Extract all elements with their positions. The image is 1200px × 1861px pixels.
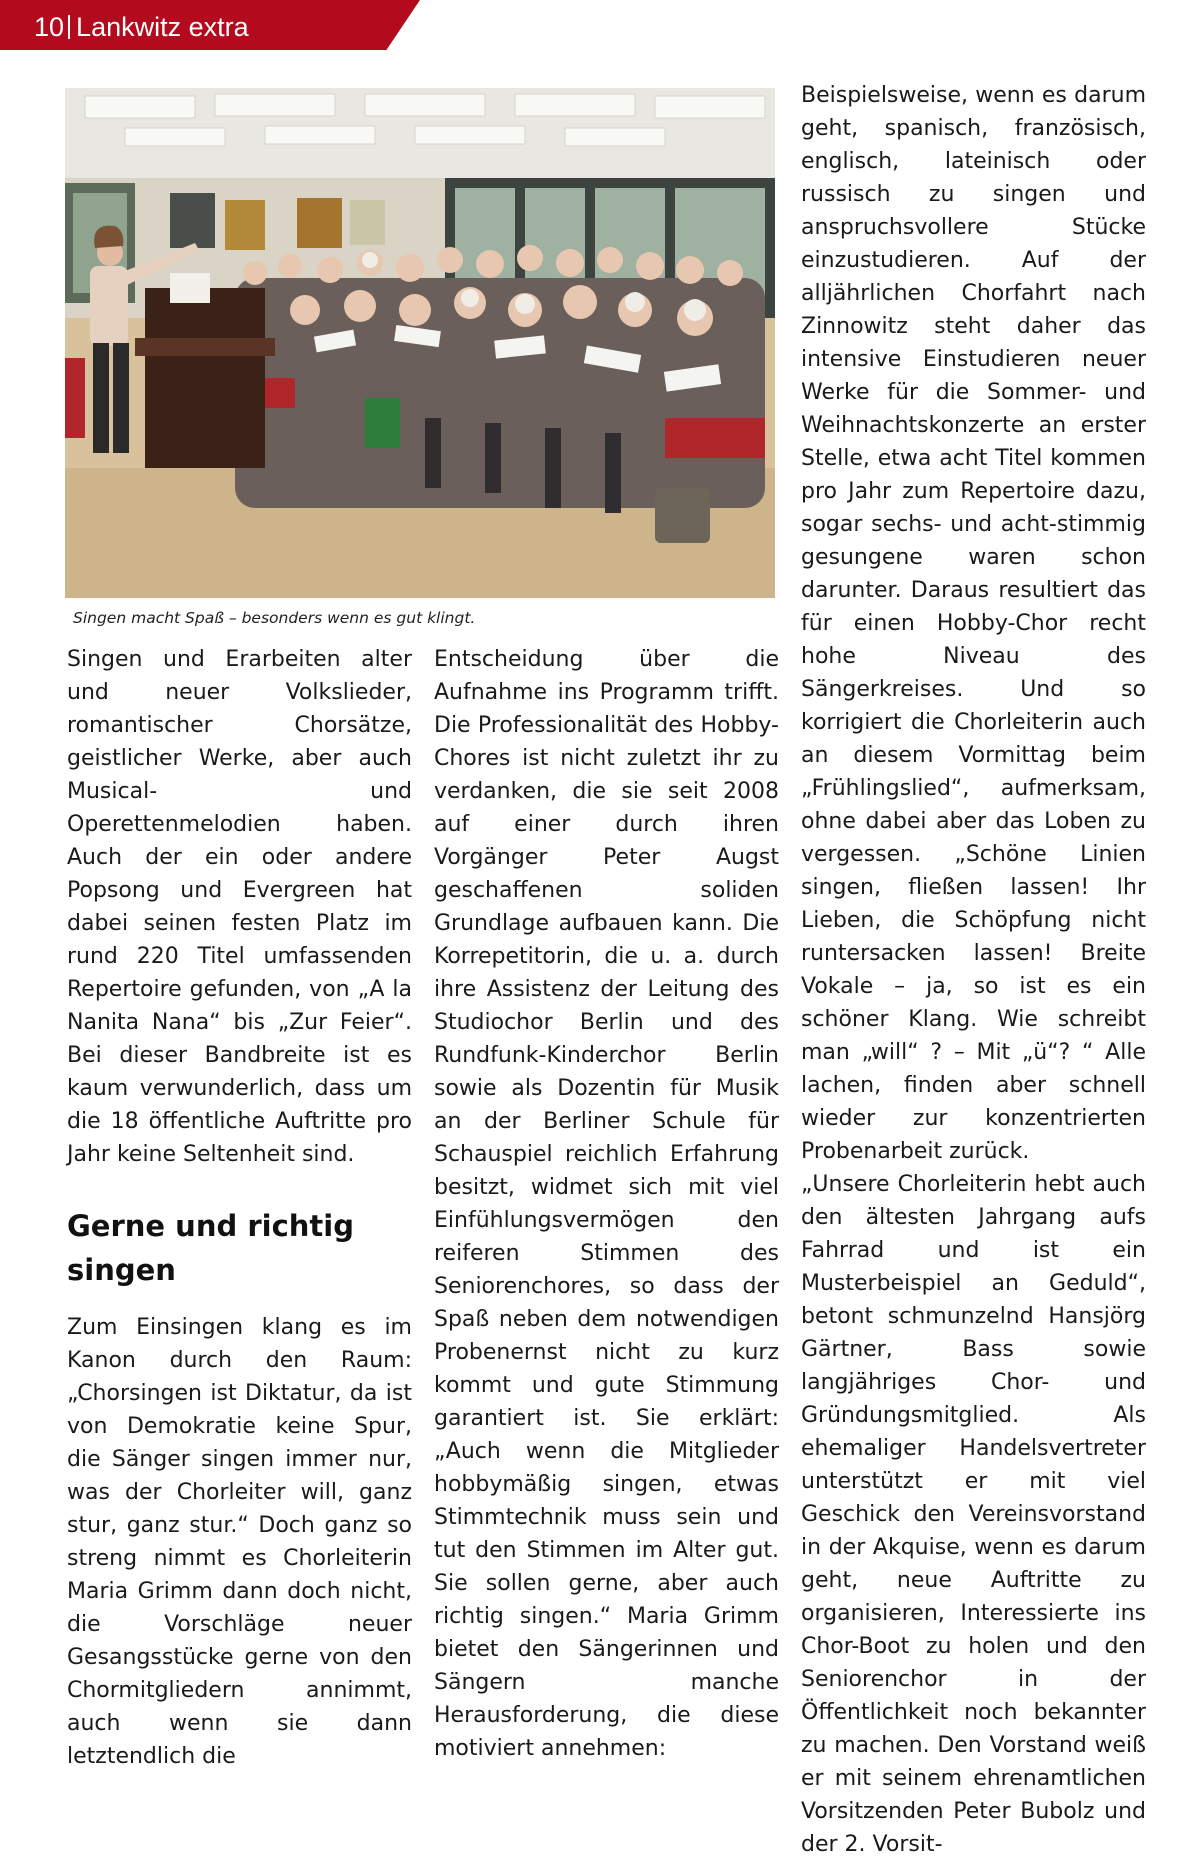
paragraph: Zum Einsingen klang es im Kanon durch den Raum: „Chorsingen ist Diktatur, da ist von Demokratie keine Spur, die Sänger singen immer nur, was der Chorleiter will, ganz stur, ganz stur.“ Doch ganz so streng nimmt es Chorleiterin Maria Grimm dann doch nicht, die Vorschläge neuer Gesangsstücke gerne von den Chormitgliedern annimmt, auch wenn sie dann letztendlich die bbox=[67, 1315, 412, 1769]
article-column-2 bbox=[434, 643, 779, 1765]
paragraph: „Unsere Chorleiterin hebt auch den ältesten Jahrgang aufs Fahrrad und ist ein Musterbeispiel an Geduld“, betont schmunzelnd Hansjörg Gärtner, Bass sowie langjähriges Chor- und Gründungsmitglied. Als ehemaliger Handelsvertreter unterstützt er mit viel Geschick den Vereinsvorstand in der Akquise, wenn es darum geht, neue Auftritte zu organisieren, Interessierte ins Chor-Boot zu holen und den Seniorenchor in der Öffentlichkeit noch bekannter zu machen. Den Vorstand weiß er mit seinem ehrenamtlichen Vorsitzenden Peter Bubolz und der 2. Vorsit- bbox=[801, 1172, 1146, 1857]
section-name: Lankwitz extra bbox=[76, 12, 249, 42]
page-number: 10 bbox=[34, 12, 65, 42]
paragraph: Entscheidung über die Aufnahme ins Programm trifft. Die Professionalität des Hobby-Chores ist nicht zuletzt ihr zu verdanken, die sie seit 2008 auf einer durch ihren Vorgänger Peter Augst geschaffenen soliden Grundlage aufbauen kann. Die Korrepetitorin, die u. a. durch ihre Assistenz der Leitung des Studiochor Berlin und des Rundfunk-Kinderchor Berlin sowie als Dozentin für Musik an der Berliner Schule für Schauspiel reichlich Erfahrung besitzt, widmet sich mit viel Einfühlungsvermögen den reiferen Stimmen des Seniorenchores, so dass der Spaß neben dem notwendigen Probenernst nicht zu kurz kommt und gute Stimmung garantiert ist. Sie erklärt: „Auch wenn die Mitglieder hobbymäßig singen, etwas Stimmtechnik muss sein und tut den Stimmen im Alter gut. Sie sollen gerne, aber auch richtig singen.“ Maria Grimm bietet den Sängerinnen und Sängern manche Herausforderung, die diese motiviert annehmen: bbox=[434, 647, 779, 1761]
paragraph: Beispielsweise, wenn es darum geht, spanisch, französisch, englisch, lateinisch oder russisch zu singen und anspruchsvollere Stücke einzustudieren. Auf der alljährlichen Chorfahrt nach Zinnowitz steht daher das intensive Einstudieren neuer Werke für die Sommer- und Weihnachtskonzerte an erster Stelle, etwa acht Titel kommen pro Jahr zum Repertoire dazu, sogar sechs- und acht-stimmig gesungene waren schon darunter. Daraus resultiert das für einen Hobby-Chor recht hohe Niveau des Sängerkreises. Und so korrigiert die Chorleiterin auch an diesem Vormittag beim „Frühlingslied“, aufmerksam, ohne dabei aber das Loben zu vergessen. „Schöne Linien singen, fließen lassen! Ihr Lieben, die Schöpfung nicht runtersacken lassen! Breite Vokale – ja, so ist es ein schöner Klang. Wie schreibt man „will“ ? – Mit „ü“? “ Alle lachen, finden aber schnell wieder zur konzentrierten Probenarbeit zurück. bbox=[801, 83, 1146, 1164]
header-title bbox=[34, 12, 249, 42]
article-column-1 bbox=[67, 643, 412, 1773]
choir-photo bbox=[65, 88, 775, 598]
subheading: Gerne und richtig singen bbox=[67, 1209, 354, 1287]
header-separator bbox=[68, 15, 70, 39]
article-column-3 bbox=[801, 79, 1146, 1861]
photo-caption: Singen macht Spaß – besonders wenn es gut klingt. bbox=[73, 609, 476, 627]
paragraph: Singen und Erarbeiten alter und neuer Volkslieder, romantischer Chorsätze, geistlicher Werke, aber auch Musical- und Operettenmelodien haben. Auch der ein oder andere Popsong und Evergreen hat dabei seinen festen Platz im rund 220 Titel umfassenden Repertoire gefunden, von „A la Nanita Nana“ bis „Zur Feier“. Bei dieser Bandbreite ist es kaum verwunderlich, dass um die 18 öffentliche Auftritte pro Jahr keine Seltenheit sind. bbox=[67, 647, 412, 1167]
